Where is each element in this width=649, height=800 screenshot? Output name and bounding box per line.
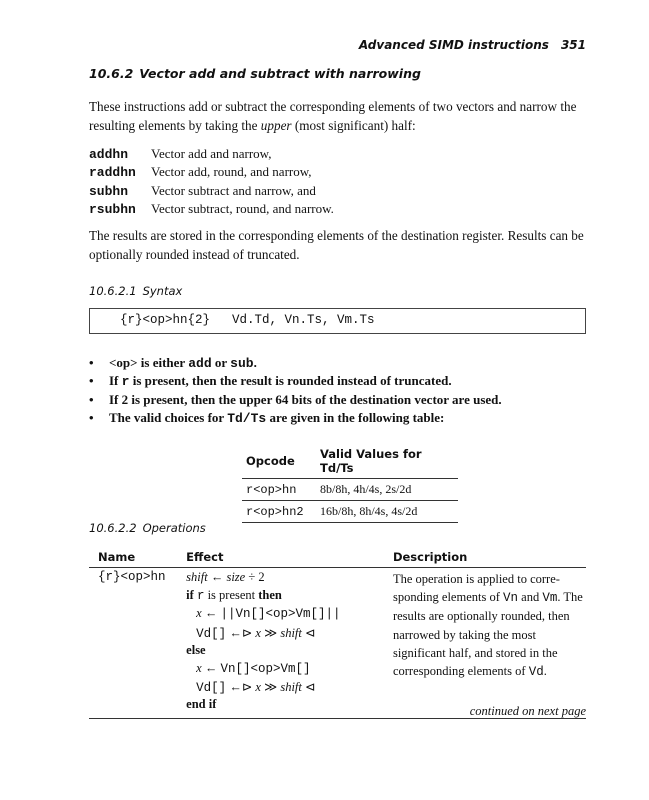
effect-token: ≫ <box>260 680 281 695</box>
bullet-code: r <box>121 374 130 390</box>
description-text: The operation is applied to corre-sponding elements of <box>392 572 560 605</box>
page-number: 351 <box>560 38 586 52</box>
bullet-item <box>89 410 502 428</box>
operations-heading <box>89 521 206 535</box>
syntax-code-box <box>89 308 586 334</box>
table-cell: r<op>hn2 <box>242 501 316 523</box>
instruction-item <box>89 183 334 201</box>
bullet-code: Td/Ts <box>227 410 267 426</box>
intro-emphasis: upper <box>260 118 292 133</box>
instruction-description: Vector add, round, and narrow, <box>151 164 312 180</box>
results-paragraph: The results are stored in the corresponding elements of the destination register. Results can be optionally rounded instead of truncated. <box>89 228 584 262</box>
effect-token: x <box>255 680 261 695</box>
intro-paragraph <box>89 97 586 135</box>
instruction-item <box>89 146 334 164</box>
table-header-row <box>242 444 458 479</box>
instruction-item <box>89 201 334 219</box>
instruction-description: Vector subtract, round, and narrow. <box>151 201 334 217</box>
effect-token: shift <box>280 625 302 640</box>
instruction-item <box>89 164 334 182</box>
effect-token: ⊲ <box>301 680 316 695</box>
bullet-text-part: The valid choices for <box>109 409 228 425</box>
section-title-text: Vector add and subtract with narrowing <box>139 66 421 81</box>
effect-line <box>186 625 393 643</box>
operation-description <box>393 568 586 719</box>
table-cell: r<op>hn <box>242 479 316 501</box>
effect-line: end if <box>186 697 217 712</box>
operations-title: Operations <box>142 521 206 535</box>
table-header: Effect <box>186 547 393 568</box>
instruction-description: Vector subtract and narrow, and <box>151 182 316 198</box>
effect-token: ←⊳ <box>226 680 256 695</box>
effect-token: ← <box>210 570 227 584</box>
effect-line <box>186 588 393 606</box>
bullet-code: sub <box>230 356 254 371</box>
table-row <box>242 479 458 501</box>
section-title <box>89 66 421 81</box>
description-code: Vm <box>542 591 558 606</box>
table-header: Description <box>393 547 586 568</box>
bullet-text-part: . <box>253 355 257 370</box>
bullet-text-part: or <box>211 355 231 370</box>
effect-token: Vn[]<op>Vm[] <box>220 661 311 676</box>
bullet-text <box>109 355 257 371</box>
running-header <box>0 38 586 52</box>
operation-name: {r}<op>hn <box>89 568 186 719</box>
description-text: . The results are optionally rounded, then narrowed by taking the most significant half, and stored in the corresponding elements of <box>392 590 583 679</box>
effect-token: x <box>255 625 261 640</box>
table-header: Valid Values for Td/Ts <box>316 444 458 479</box>
effect-token: is present <box>204 588 259 603</box>
intro-text-before: These instructions add or subtract the corresponding elements of two vectors and narrow the resulting elements by taking the <box>89 99 577 133</box>
description-text: . <box>543 664 547 679</box>
bullet-icon: • <box>89 355 94 370</box>
effect-token: Vd[] <box>196 681 227 696</box>
table-row <box>89 568 586 719</box>
section-number: 10.6.2 <box>89 66 134 81</box>
effect-token: r <box>196 589 205 604</box>
effect-token: ← <box>201 606 221 621</box>
valid-values-table <box>242 444 458 523</box>
instruction-mnemonic: raddhn <box>89 165 136 181</box>
instruction-mnemonic: subhn <box>89 183 129 199</box>
table-header-row <box>89 547 586 568</box>
syntax-bullets <box>89 355 502 428</box>
instruction-description: Vector add and narrow, <box>151 146 272 161</box>
instruction-list <box>89 146 334 220</box>
bullet-icon: • <box>89 391 94 407</box>
effect-line <box>186 570 393 588</box>
effect-token: ←⊳ <box>226 625 256 640</box>
effect-line <box>186 661 393 679</box>
effect-token: ≫ <box>260 625 281 640</box>
running-header-title: Advanced SIMD instructions <box>358 38 549 52</box>
effect-line <box>186 679 393 697</box>
operations-table <box>89 547 586 719</box>
bullet-text <box>109 373 452 389</box>
effect-token: ← <box>201 660 221 675</box>
effect-token: if <box>186 588 197 603</box>
effect-token: x <box>196 660 202 675</box>
effect-token: then <box>258 588 282 603</box>
continued-note: continued on next page <box>469 704 586 718</box>
bullet-text-part: If <box>109 373 122 389</box>
bullet-item <box>89 392 502 410</box>
bullet-item <box>89 355 502 373</box>
table-header: Name <box>89 547 186 568</box>
bullet-text: If 2 is present, then the upper 64 bits of the destination vector are used. <box>109 391 502 407</box>
description-code: Vn <box>503 591 519 606</box>
effect-token: shift <box>280 680 302 695</box>
table-cell: 16b/8h, 8h/4s, 4s/2d <box>316 501 458 523</box>
operations-number: 10.6.2.2 <box>89 521 137 535</box>
syntax-title: Syntax <box>142 284 183 298</box>
bullet-text-part: are given in the following table: <box>266 409 445 425</box>
effect-token: shift <box>186 570 208 584</box>
effect-token: x <box>196 606 202 621</box>
effect-token: ÷ 2 <box>245 570 265 584</box>
table-row <box>242 501 458 523</box>
syntax-heading <box>89 284 182 298</box>
bullet-icon: • <box>89 409 94 425</box>
description-text: and <box>518 590 543 605</box>
syntax-number: 10.6.2.1 <box>89 284 137 298</box>
table-cell: 8b/8h, 4h/4s, 2s/2d <box>316 479 458 501</box>
syntax-code-mnemonic: {r}<op>hn{2} <box>120 313 211 327</box>
intro-text-after: (most significant) half: <box>291 118 416 133</box>
bullet-code: add <box>188 356 212 371</box>
bullet-item <box>89 373 502 391</box>
effect-token: ||Vn[]<op>Vm[]|| <box>220 607 341 622</box>
effect-token: Vd[] <box>196 626 227 641</box>
bullet-text-part: is present, then the result is rounded instead of truncated. <box>129 373 452 389</box>
table-header: Opcode <box>242 444 316 479</box>
instruction-mnemonic: addhn <box>89 147 129 162</box>
syntax-code-operands: Vd.Td, Vn.Ts, Vm.Ts <box>232 313 375 327</box>
bullet-text <box>109 410 444 426</box>
effect-token: ⊲ <box>301 625 316 640</box>
bullet-icon: • <box>89 373 94 389</box>
operation-effect <box>186 568 393 719</box>
description-code: Vd <box>528 665 544 680</box>
effect-line: else <box>186 642 206 657</box>
instruction-mnemonic: rsubhn <box>89 202 136 218</box>
effect-token: size <box>226 570 246 584</box>
effect-line <box>186 606 393 624</box>
bullet-text-part: <op> is either <box>109 355 189 370</box>
